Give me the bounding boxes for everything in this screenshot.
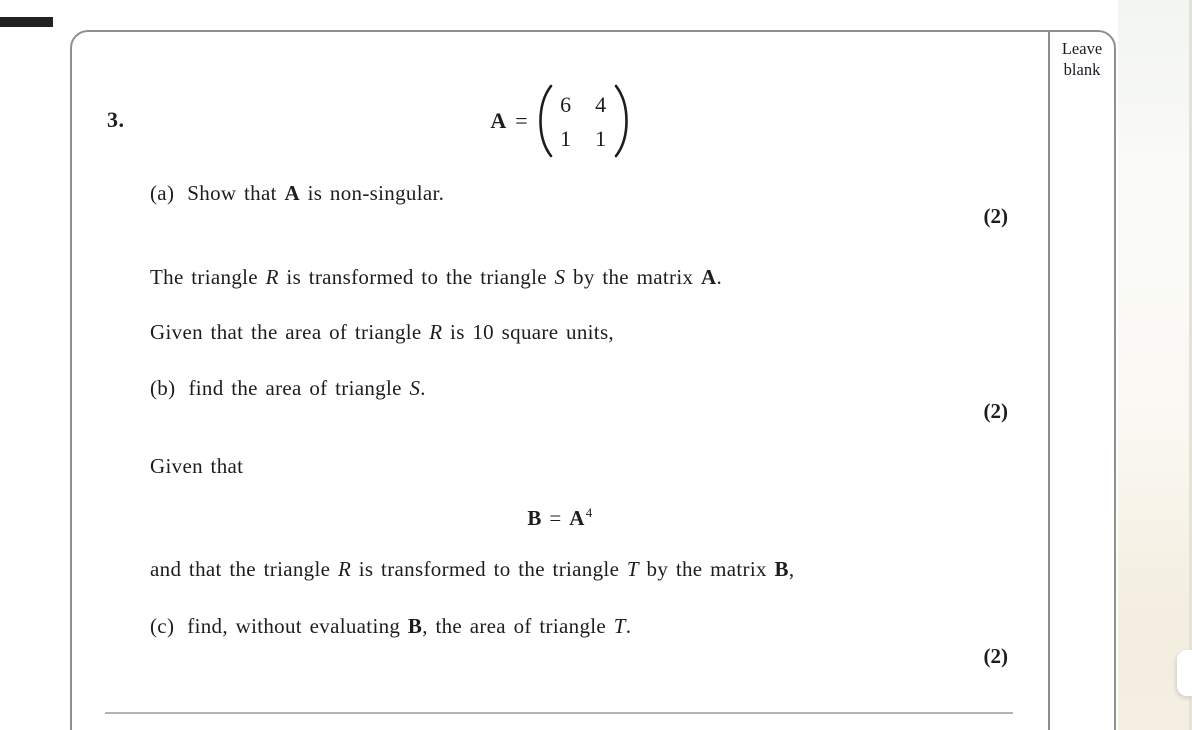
matrix-entry-r0c0: 6 <box>560 91 572 117</box>
right-margin-background <box>1118 0 1192 730</box>
matrix-symbol: A <box>490 108 507 133</box>
leave-blank-line2: blank <box>1063 60 1101 79</box>
part-c-marks: (2) <box>983 644 1008 668</box>
matrix-entry-r1c0: 1 <box>560 125 572 151</box>
binder-mark <box>0 17 53 27</box>
matrix-entries <box>555 88 612 156</box>
answer-ruled-line <box>105 712 1013 714</box>
part-b-marks: (2) <box>983 399 1008 423</box>
statement-2: Given that the area of triangle R is 10 square units, <box>150 320 614 344</box>
leave-blank-label <box>1050 38 1114 80</box>
scroll-indicator[interactable] <box>1177 650 1192 696</box>
part-b-text: (b) find the area of triangle S. <box>150 376 426 400</box>
question-number: 3. <box>107 107 125 132</box>
matrix-entry-r1c1: 1 <box>595 125 607 151</box>
part-a-text: (a) Show that A is non-singular. <box>150 181 445 205</box>
statement-3: Given that <box>150 454 244 478</box>
matrix-definition <box>72 84 1048 158</box>
matrix-entry-r0c1: 4 <box>595 91 607 117</box>
part-c-text: (c) find, without evaluating B, the area of triangle T. <box>150 614 632 638</box>
statement-1: The triangle R is transformed to the triangle S by the matrix A. <box>150 265 723 289</box>
equals-sign: = <box>515 108 528 133</box>
part-a-marks: (2) <box>983 204 1008 228</box>
statement-4: and that the triangle R is transformed to the triangle T by the matrix B, <box>150 557 795 581</box>
leave-blank-line1: Leave <box>1061 39 1103 58</box>
matrix-open-paren-icon <box>538 84 554 158</box>
exam-page <box>70 30 1116 730</box>
leave-blank-divider <box>1048 32 1050 730</box>
matrix-close-paren-icon <box>613 84 629 158</box>
equation-b-equals-a4: $B = A^4$ <box>527 505 593 530</box>
